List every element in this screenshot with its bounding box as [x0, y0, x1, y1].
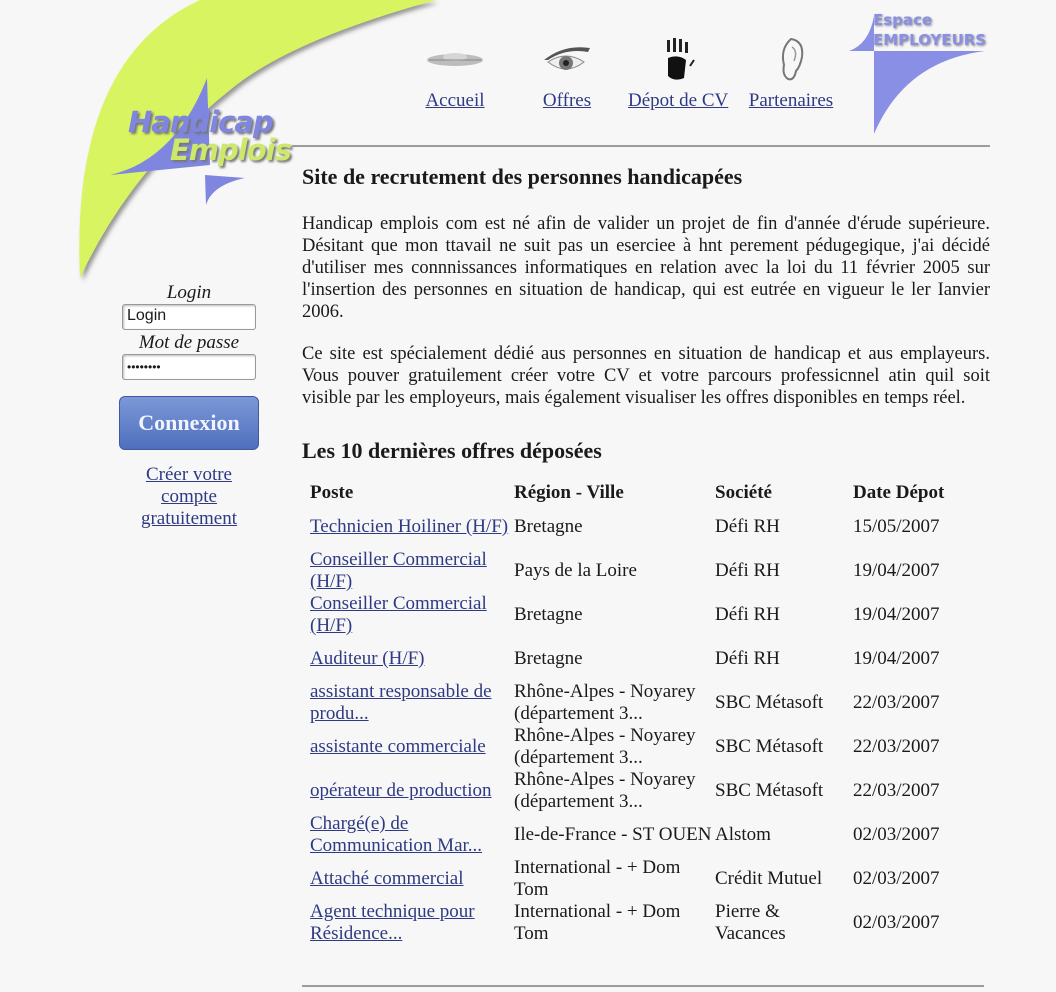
offer-link[interactable]: Auditeur (H/F): [310, 648, 425, 669]
table-row: [310, 813, 983, 857]
logo-line-2: Emplois: [170, 133, 291, 167]
offer-date: 19/04/2007: [853, 560, 940, 581]
nav-item-offres[interactable]: [524, 34, 610, 112]
offer-company: Défi RH: [715, 604, 780, 625]
espace-line-2: EMPLOYEURS: [873, 31, 987, 49]
page-title: Site de recrutement des personnes handicapées: [302, 164, 743, 189]
nav-link-accueil[interactable]: Accueil: [425, 90, 485, 111]
offer-date: 22/03/2007: [853, 780, 940, 801]
offer-region: Bretagne: [514, 648, 583, 669]
offer-company: Défi RH: [715, 648, 780, 669]
offer-link[interactable]: Agent technique pour Résidence...: [310, 901, 475, 944]
password-input[interactable]: ••••••••: [122, 354, 256, 380]
table-row: [310, 901, 983, 945]
offer-date: 19/04/2007: [853, 604, 940, 625]
offer-link[interactable]: assistant responsable de produ...: [310, 681, 492, 724]
offer-date: 19/04/2007: [853, 648, 940, 669]
offer-company: Pierre & Vacances: [715, 901, 786, 944]
eye-icon: [524, 34, 610, 86]
offer-region: Rhône-Alpes - Noyarey (département 3...: [514, 769, 696, 812]
offer-company: Défi RH: [715, 516, 780, 537]
description-paragraph: Ce site est spécialement dédié aus personnes en situation de handicap et aus emplayeurs. Vous pouver gratuilement créer votre CV et votre parcours professicnnel atin quil soit visible par les employeurs, mais également visualiser les offres disponibles en temps réel.: [302, 344, 990, 408]
offer-link[interactable]: Conseiller Commercial (H/F): [310, 593, 487, 636]
table-row: [310, 549, 983, 593]
footer-divider: [302, 985, 984, 987]
hand-print-icon: [628, 34, 728, 86]
table-row: [310, 857, 983, 901]
header-region: Région - Ville: [514, 482, 624, 503]
offer-date: 02/03/2007: [853, 912, 940, 933]
offer-region: Bretagne: [514, 516, 583, 537]
lips-icon: [410, 34, 500, 86]
nav-item-depot-cv[interactable]: [628, 34, 728, 112]
offer-company: SBC Métasoft: [715, 780, 824, 801]
offer-company: Crédit Mutuel: [715, 868, 823, 889]
offer-region: Rhône-Alpes - Noyarey (département 3...: [514, 681, 696, 724]
offer-company: Défi RH: [715, 560, 780, 581]
table-row: [310, 769, 983, 813]
nav-link-partenaires[interactable]: Partenaires: [748, 90, 834, 111]
header-poste: Poste: [310, 482, 354, 503]
espace-line-1: Espace: [873, 11, 933, 29]
header-societe: Société: [715, 482, 772, 503]
offer-date: 15/05/2007: [853, 516, 940, 537]
espace-text: [873, 10, 986, 50]
offer-link[interactable]: assistante commerciale: [310, 736, 486, 757]
table-row: [310, 681, 983, 725]
offer-link[interactable]: Chargé(e) de Communication Mar...: [310, 813, 483, 856]
offer-region: Pays de la Loire: [514, 560, 637, 581]
offer-date: 22/03/2007: [853, 736, 940, 757]
offer-company: Alstom: [715, 824, 771, 845]
intro-paragraph: Handicap emplois com est né afin de valider un projet de fin d'année d'érude supérieure. Désitant que mon ttavail ne suit pas un eserciee à hnt perement pédugegique, j'ai décidé d'utiliser mes connnissances informatiques en relation avec la loi du 11 février 2005 sur l'insertion des personnes en situation de handicap, qui est eutrée en vigueur le ler Ianvier 2006.: [302, 214, 990, 322]
offer-link[interactable]: Technicien Hoiliner (H/F): [310, 516, 509, 537]
offer-link[interactable]: Conseiller Commercial (H/F): [310, 549, 487, 592]
nav-link-depot-cv[interactable]: Dépot de CV: [628, 90, 729, 111]
espace-employeurs-link[interactable]: [845, 6, 995, 136]
offer-date: 02/03/2007: [853, 824, 940, 845]
offer-region: International - + Dom Tom: [514, 857, 681, 900]
table-row: [310, 593, 983, 637]
password-label: Mot de passe: [138, 332, 240, 353]
offer-link[interactable]: opérateur de production: [310, 780, 492, 801]
offers-header-row: [310, 481, 983, 505]
logo-text: [128, 105, 291, 167]
connexion-button[interactable]: Connexion: [119, 396, 259, 450]
logo-line-1: Handicap: [128, 105, 273, 139]
offer-date: 22/03/2007: [853, 692, 940, 713]
login-label: Login: [166, 282, 212, 303]
login-input[interactable]: Login: [122, 304, 256, 330]
table-row: [310, 637, 983, 681]
offers-title: Les 10 dernières offres déposées: [302, 438, 602, 463]
login-form: [116, 282, 262, 530]
offer-company: SBC Métasoft: [715, 736, 824, 757]
main-content: [302, 163, 990, 945]
nav-item-accueil[interactable]: [410, 34, 500, 112]
offer-region: International - + Dom Tom: [514, 901, 681, 944]
offer-region: Bretagne: [514, 604, 583, 625]
offers-table: [310, 481, 983, 945]
header-date: Date Dépot: [853, 482, 945, 503]
table-row: [310, 725, 983, 769]
nav-item-partenaires[interactable]: [748, 34, 834, 112]
offer-date: 02/03/2007: [853, 868, 940, 889]
nav-link-offres[interactable]: Offres: [542, 90, 592, 111]
ear-icon: [748, 34, 834, 86]
offer-region: Rhône-Alpes - Noyarey (département 3...: [514, 725, 696, 768]
create-account-link[interactable]: Créer votre compte gratuitement: [140, 464, 238, 529]
main-nav: [408, 34, 848, 124]
table-row: [310, 505, 983, 549]
offer-region: Ile-de-France - ST OUEN: [514, 824, 712, 845]
offer-company: SBC Métasoft: [715, 692, 824, 713]
offer-link[interactable]: Attaché commercial: [310, 868, 464, 889]
header-divider: [292, 145, 990, 147]
